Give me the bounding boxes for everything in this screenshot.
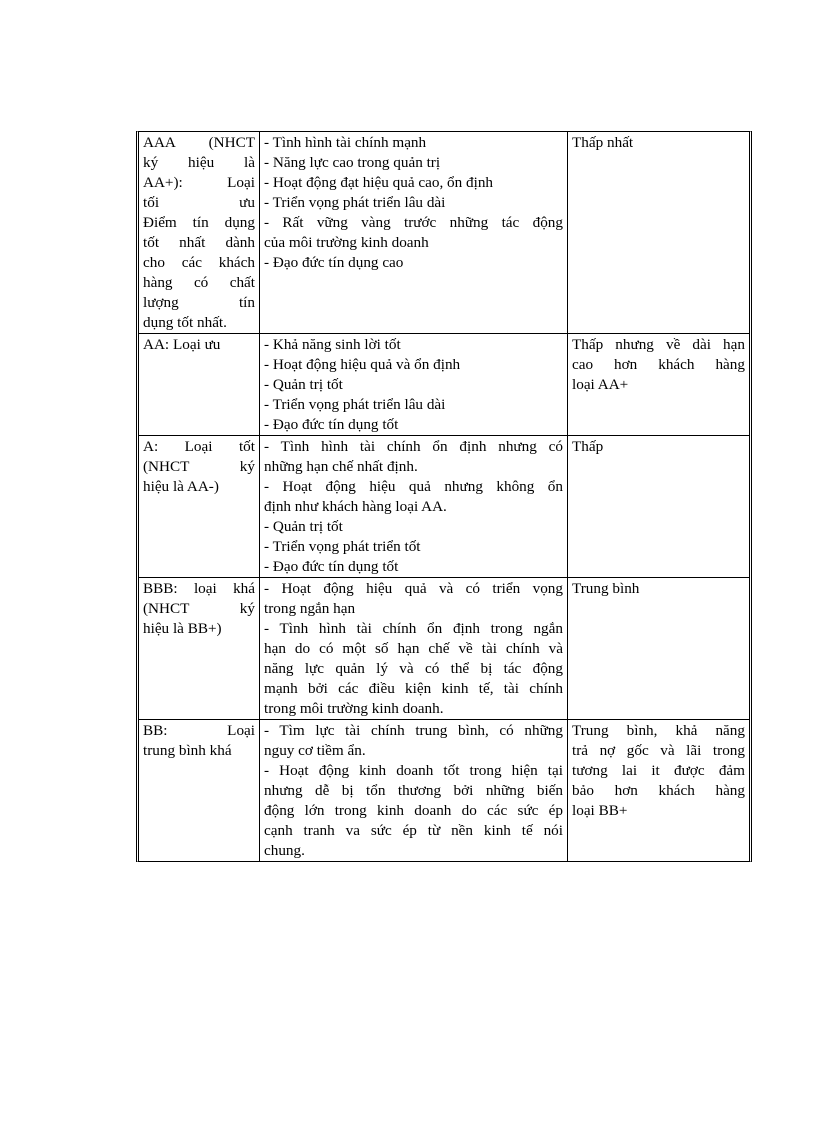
rating-cell [139, 334, 260, 436]
characteristics-line: trong môi trường kinh doanh. [264, 700, 444, 717]
rating-line: AA: Loại ưu [143, 336, 221, 353]
characteristics-line: - Triển vọng phát triển lâu dài [264, 194, 446, 211]
characteristics-line: nhưng dễ bị tổn thương bởi những biến [264, 782, 563, 799]
table-row [139, 436, 749, 578]
risk-cell [568, 578, 750, 720]
characteristics-line: - Hoạt động đạt hiệu quả cao, ổn định [264, 174, 494, 191]
risk-cell [568, 720, 750, 862]
characteristics-line: định như khách hàng loại AA. [264, 498, 447, 515]
rating-line: BBB: loại khá [143, 580, 255, 597]
risk-line: tương lai it được đảm [572, 762, 745, 779]
table-row [139, 578, 749, 720]
table-body [139, 132, 749, 861]
rating-line: AA+): Loại [143, 174, 255, 191]
table-row [139, 132, 749, 334]
rating-line: hiệu là BB+) [143, 620, 222, 637]
characteristics-line: - Tình hình tài chính mạnh [264, 134, 427, 151]
rating-line: Điểm tín dụng [143, 214, 255, 231]
characteristics-line: - Năng lực cao trong quản trị [264, 154, 441, 171]
risk-cell [568, 132, 750, 334]
rating-line: cho các khách [143, 254, 255, 271]
rating-line: hiệu là AA-) [143, 478, 219, 495]
rating-line: ký hiệu là [143, 154, 255, 171]
credit-rating-table [139, 132, 749, 861]
characteristics-line: năng lực quản lý và có thể bị tác động [264, 660, 563, 677]
characteristics-line: - Quản trị tốt [264, 376, 343, 393]
characteristics-line: - Đạo đức tín dụng tốt [264, 416, 399, 433]
characteristics-line: - Rất vững vàng trước những tác động [264, 214, 563, 231]
rating-line: tối ưu [143, 194, 255, 211]
rating-line: hàng có chất [143, 274, 255, 291]
characteristics-line: - Quản trị tốt [264, 518, 343, 535]
rating-line: (NHCT ký [143, 600, 255, 617]
characteristics-line: nguy cơ tiềm ẩn. [264, 742, 366, 759]
risk-line: Trung bình, khả năng [572, 722, 745, 739]
characteristics-line: - Hoạt động hiệu quả nhưng không ổn [264, 478, 563, 495]
rating-line: tốt nhất dành [143, 234, 255, 251]
rating-cell [139, 132, 260, 334]
characteristics-line: - Khả năng sinh lời tốt [264, 336, 401, 353]
characteristics-cell [260, 334, 568, 436]
risk-line: cao hơn khách hàng [572, 356, 745, 373]
risk-line: Thấp nhưng về dài hạn [572, 336, 745, 353]
characteristics-line: - Tìm lực tài chính trung bình, có những [264, 722, 563, 739]
risk-line: loại AA+ [572, 376, 629, 393]
rating-line: AAA (NHCT [143, 134, 255, 151]
characteristics-line: hạn do có một số hạn chế về tài chính và [264, 640, 563, 657]
risk-line: Trung bình [572, 580, 640, 597]
characteristics-line: những hạn chế nhất định. [264, 458, 418, 475]
characteristics-line: - Đạo đức tín dụng tốt [264, 558, 399, 575]
characteristics-line: - Hoạt động kinh doanh tốt trong hiện tại [264, 762, 563, 779]
rating-cell [139, 720, 260, 862]
rating-cell [139, 436, 260, 578]
characteristics-line: động lớn trong kinh doanh do các sức ép [264, 802, 563, 819]
risk-line: loại BB+ [572, 802, 628, 819]
characteristics-cell [260, 720, 568, 862]
rating-line: lượng tín [143, 294, 255, 311]
characteristics-line: - Triển vọng phát triển tốt [264, 538, 421, 555]
risk-cell [568, 334, 750, 436]
characteristics-line: - Triển vọng phát triển lâu dài [264, 396, 446, 413]
rating-cell [139, 578, 260, 720]
characteristics-cell [260, 132, 568, 334]
characteristics-line: - Tình hình tài chính ổn định nhưng có [264, 438, 563, 455]
characteristics-line: - Tình hình tài chính ổn định trong ngắn [264, 620, 563, 637]
characteristics-line: - Hoạt động hiệu quả và ổn định [264, 356, 461, 373]
rating-line: A: Loại tốt [143, 438, 255, 455]
characteristics-line: - Đạo đức tín dụng cao [264, 254, 404, 271]
characteristics-cell [260, 436, 568, 578]
characteristics-line: mạnh bởi các điều kiện kinh tế, tài chính [264, 680, 563, 697]
rating-line: BB: Loại [143, 722, 255, 739]
rating-table-frame [136, 131, 752, 862]
characteristics-line: cạnh tranh va sức ép từ nền kinh tế nói [264, 822, 563, 839]
characteristics-line: - Hoạt động hiệu quả và có triển vọng [264, 580, 563, 597]
characteristics-line: trong ngắn hạn [264, 600, 356, 617]
characteristics-line: chung. [264, 842, 305, 859]
risk-line: Thấp nhất [572, 134, 634, 151]
rating-line: trung bình khá [143, 742, 232, 759]
rating-line: (NHCT ký [143, 458, 255, 475]
table-row [139, 334, 749, 436]
characteristics-line: của môi trường kinh doanh [264, 234, 429, 251]
table-row [139, 720, 749, 862]
risk-line: bảo hơn khách hàng [572, 782, 745, 799]
characteristics-cell [260, 578, 568, 720]
risk-cell [568, 436, 750, 578]
rating-line: dụng tốt nhất. [143, 314, 227, 331]
risk-line: trả nợ gốc và lãi trong [572, 742, 745, 759]
risk-line: Thấp [572, 438, 604, 455]
